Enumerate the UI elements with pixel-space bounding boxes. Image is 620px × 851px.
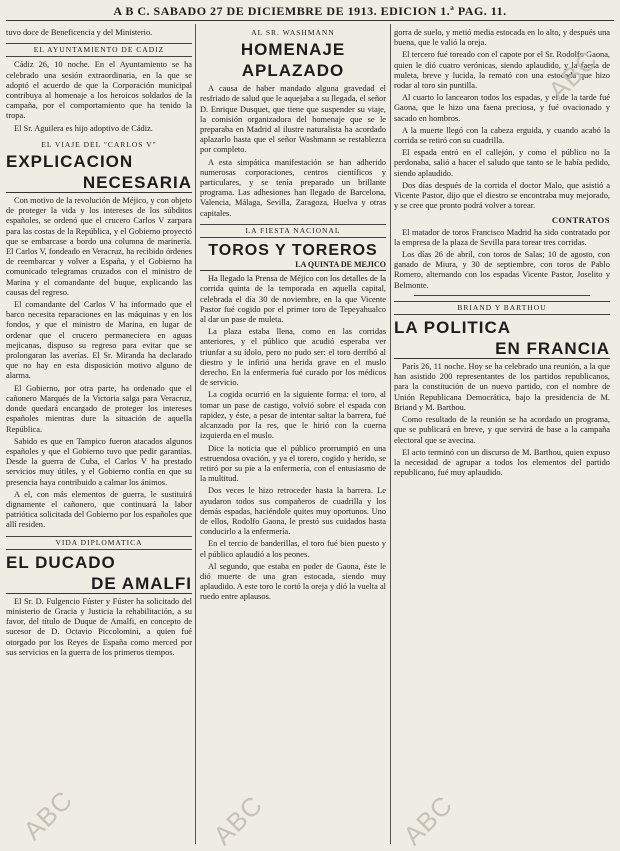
paragraph: gorra de suelo, y metió media estocada en lo alto, y después una buena, que le valió la oreja. (394, 28, 610, 48)
headline-el-ducado: EL DUCADO (6, 552, 116, 572)
paragraph: En el tercio de banderillas, el toro fué bien puesto y el público aplaudió a los peones. (200, 539, 386, 559)
paragraph: Dos veces le hizo retroceder hasta la barrera. Le ayudaron todos sus compañeros de cuadrilla y los demás espadas, haciéndole quites muy oportunos. Uno de ellos, Rodolfo Gaona, le prestó sus cuidados hasta conducirlo a la enfermería. (200, 486, 386, 537)
paragraph: Ha llegado la Prensa de Méjico con los detalles de la corrida quinta de la temporada en aquella capital, celebrada el día 30 de noviembre, en la que Vicente Pastor fué cogido por el primer toro de Tepeyahualco al dar un pase de muleta. (200, 274, 386, 325)
paragraph: Al cuarto lo lancearon todos los espadas, y el de la tarde fué Gaona, que le hizo una faena preciosa, y fué ovacionado y sacado en hombros. (394, 93, 610, 123)
headline-toros-y-toreros: TOROS Y TOREROS (208, 242, 378, 260)
paragraph: A la muerte llegó con la cabeza erguida, y cuando acabó la corrida se retiró con su cuadrilla. (394, 125, 610, 146)
section-label-fiesta-nacional: LA FIESTA NACIONAL (200, 224, 386, 238)
paragraph: Sabido es que en Tampico fueron atacados algunos españoles y que el Gobierno tuvo que pedir garantías. Desde la guerra de Cuba, el Carlos V ha prestado servicios muy útiles, y el Gobierno confía en que su presencia haya contribuido a calmar los ánimos. (6, 436, 192, 487)
section-label-ayuntamiento: EL AYUNTAMIENTO DE CADIZ (6, 43, 192, 57)
section-label-washmann: AL SR. WASHMANN (251, 28, 335, 37)
paragraph: Al segundo, que estaba en poder de Gaona, éste le dió muerte de una gran estocada, siendo muy aplaudido. A este toro le cortó la oreja y dió la vuelta al ruedo entre aplausos. (200, 561, 386, 602)
headline-necesaria: NECESARIA (6, 173, 192, 193)
watermark-stamp: ABC (207, 789, 269, 851)
watermark-stamp: ABC (542, 44, 604, 106)
headline-en-francia: EN FRANCIA (394, 339, 610, 359)
section-label-vida-diplomatica: VIDA DIPLOMATICA (6, 536, 192, 550)
watermark-stamp: ABC (397, 789, 459, 851)
paragraph: El matador de toros Francisco Madrid ha sido contratado por la empresa de la plaza de Sevilla para torear tres corridas. (394, 227, 610, 247)
continued-text: tuvo doce de Beneficencia y del Ministerio. (6, 28, 153, 37)
paragraph: Cádiz 26, 10 noche. En el Ayuntamiento se ha celebrado una sesión extraordinaria, en la que se adoptó el acuerdo de que la Corporación municipal contribuya al homenaje a los heroicos soldados de la campaña, por el comportamiento que ha tenido la tropa. (6, 60, 192, 121)
section-label-carlos-v: EL VIAJE DEL "CARLOS V" (41, 139, 157, 149)
column-1 (6, 28, 192, 843)
paragraph: El acto terminó con un discurso de M. Barthou, quien expuso la necesidad de agrupar a todos los elementos del partido republicano, fué muy aplaudido. (394, 447, 610, 478)
paragraph: A esta simpática manifestación se han adherido numerosas corporaciones, centros científicos y particulares, y se tenía preparado un brillante programa. Las adhesiones han llegado de Barcelona, Valencia, Málaga, Sevilla, Zaragoza, Huelva y otras capitales. (200, 157, 386, 218)
watermark-stamp: ABC (17, 784, 79, 846)
paragraph: El Sr. Aguilera es hijo adoptivo de Cádiz. (14, 123, 153, 133)
paragraph: El espada entró en el callejón, y como el público no la perdonaba, salió a hacer el saludo que tanto se le había pedido, siendo aplaudido. (394, 148, 610, 178)
paragraph: París 26, 11 noche. Hoy se ha celebrado una reunión, a la que han asistido 200 representantes de los partidos republicanos, para la constitución de un nuevo partido, con el nombre de Unión Republicana Democrática, bajo la presidencia de M. Briand y M. Barthou. (394, 362, 610, 412)
header-rule (6, 20, 614, 21)
paragraph: Los días 26 de abril, con toros de Salas; 10 de agosto, con ganado de Miura, y 30 de septiembre, con toros de Pablo Romero, alternando con los espadas Vicente Pastor, Joselito y Belmonte. (394, 250, 610, 290)
column-2 (200, 28, 386, 843)
column-3 (394, 28, 610, 843)
paragraph: Como resultado de la reunión se ha acordado un programa, que se publicará en breve, y que servirá de base a la campaña electoral que se avecina. (394, 415, 610, 445)
paragraph: Con motivo de la revolución de Méjico, y con objeto de proteger la vida y los intereses de los súbditos españoles, se ordenó que el crucero Carlos V zarpara para las costas de la República, y el Gobierno proyectó que se embarcase a bordo una columna de marinería. El Carlos V, fondeado en Veracruz, ha recibido órdenes de reembarcar y volver a España, y el Gobierno ha comunicado telegramas cruzados con el ministro de Marina y el comandante del buque, explicando las causas del regreso. (6, 196, 192, 297)
paragraph: A el, con más elementos de guerra, le sustituirá dignamente el cañonero, que continuará la labor patriótica solicitada del Gobierno por los españoles que allí residen. (6, 489, 192, 530)
paragraph: La cogida ocurrió en la siguiente forma: el toro, al tomar un pase de castigo, volvió sobre el espada con rapidez, y éste, a pesar de intentar saltar la barrera, fué alcanzado por la res, que le hirió con la cuerna izquierda en el muslo. (200, 390, 386, 441)
paragraph: El Sr. D. Fulgencio Fúster y Fúster ha solicitado del ministerio de Gracia y Justicia la rehabilitación, a su favor, del título de Duque de Amalfi, en concepto de sucesor de D. Octavio Piccolomini, a quien fué otorgado por los Reyes de España como merced por sus servicios en la guerra de los primeros tiempos. (6, 596, 192, 657)
paragraph: El tercero fué toreado con el capote por el Sr. Rodolfo Gaona, quien le dió cuatro verónicas, siendo aplaudido, y la faena de muleta, breve y lucida, la remató con una estocada que hizo rodar al toro sin puntilla. (394, 50, 610, 91)
section-label-contratos: CONTRATOS (551, 215, 610, 226)
paragraph: Dos días después de la corrida el doctor Malo, que asistió a Vicente Pastor, dijo que el diestro se encontraba muy mejorado, y se cree que pronto podrá volver a torear. (394, 180, 610, 211)
paragraph: La plaza estaba llena, como en las corridas anteriores, y el público que acudió esperaba ver triunfar a su ídolo, pero no pudo ser: el toro derribó al diestro y le infirió una herida grave en el muslo derecho. En la enfermería fué curado por los médicos de servicio. (200, 327, 386, 388)
paragraph: A causa de haber mandado alguna gravedad el resfriado de salud que le aquejaba a su llegada, el señor D. Enrique Dusquet, que tiene que suspender su viaje, la comisión organizadora del homenaje que se le preparaba en Madrid al ilustre naturalista ha acordado aplazarlo hasta que el señor Washmann se restablezca por completo. (200, 84, 386, 155)
headline-de-amalfi: DE AMALFI (6, 574, 192, 594)
paragraph: El comandante del Carlos V ha informado que el barco necesita reparaciones en las máquinas y en los fondos, y que el ministro de Marina, en lugar de ordenar que el crucero permaneciera en aguas mejicanas, dispuso su regreso para evitar que se prolongaran las averías. El Sr. Miranda ha declarado que no hay en esta disposición motivo alguno de alarma. (6, 300, 192, 381)
page-header: A B C. SABADO 27 DE DICIEMBRE DE 1913. EDICION 1.ª PAG. 11. (113, 4, 507, 18)
column-divider-2 (390, 24, 391, 844)
paragraph: Dice la noticia que el público prorrumpió en una estruendosa ovación, y ya el torero, cogido y herido, se retiró por su pie a la enfermería, con el entusiasmo de la multitud. (200, 443, 386, 484)
section-label-briand-barthou: BRIAND Y BARTHOU (394, 301, 610, 315)
column-divider-1 (195, 24, 196, 844)
headline-aplazado: APLAZADO (241, 61, 345, 81)
headline-homenaje: HOMENAJE (240, 40, 346, 60)
subheadline-quinta-de-mejico: LA QUINTA DE MEJICO (200, 260, 386, 271)
divider (414, 295, 590, 296)
paragraph: El Gobierno, por otra parte, ha ordenado que el cañonero Marqués de la Victoria salga para Veracruz, donde quedará encargado de proteger los intereses españoles mientras dure la situación de aquella República. (6, 383, 192, 434)
headline-explicacion: EXPLICACION (6, 152, 134, 172)
headline-la-politica: LA POLITICA (394, 318, 512, 338)
